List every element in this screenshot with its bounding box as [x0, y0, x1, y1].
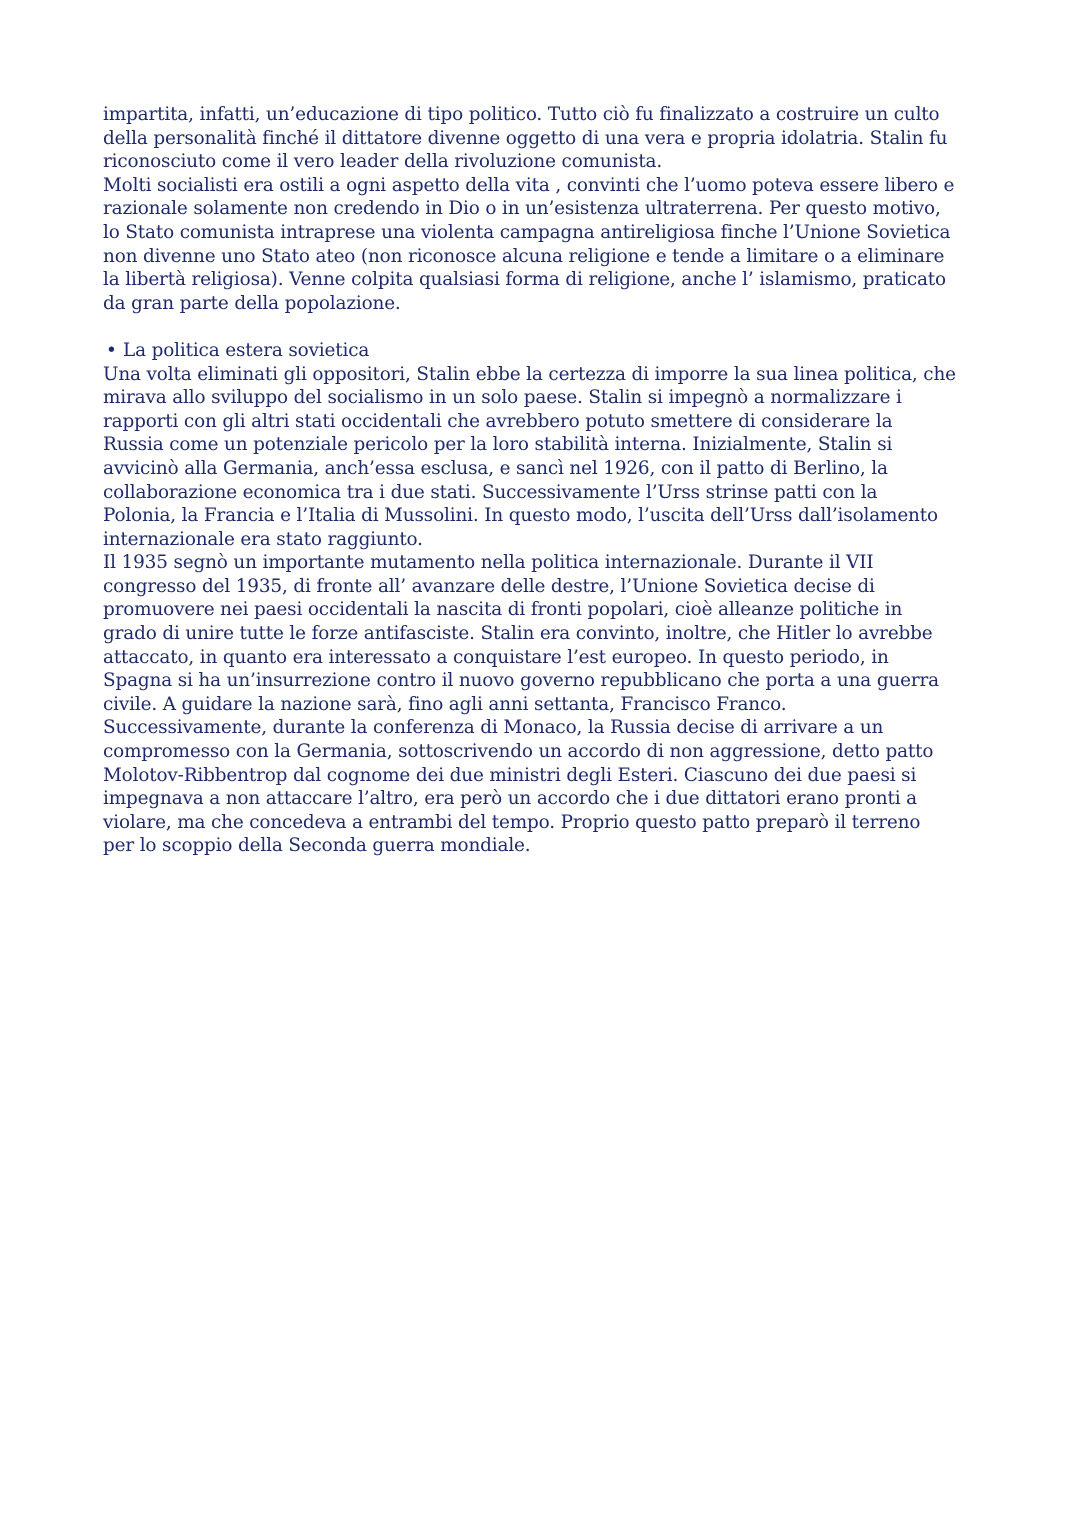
text-line: grado di unire tutte le forze antifasciste. Stalin era convinto, inoltre, che Hitler lo avrebbe: [103, 623, 933, 645]
text-line: per lo scoppio della Seconda guerra mondiale.: [103, 835, 531, 857]
text-line: non divenne uno Stato ateo (non riconosce alcuna religione e tende a limitare o a eliminare: [103, 245, 945, 267]
text-line: Molotov-Ribbentrop dal cognome dei due ministri degli Esteri. Ciascuno dei due paesi si: [103, 764, 917, 786]
text-line: violare, ma che concedeva a entrambi del tempo. Proprio questo patto preparò il terreno: [103, 811, 921, 833]
text-line: Il 1935 segnò un importante mutamento nella politica internazionale. Durante il VII: [103, 552, 874, 574]
text-line: attaccato, in quanto era interessato a conquistare l’est europeo. In questo periodo, in: [103, 646, 889, 668]
text-line: avvicinò alla Germania, anch’essa esclusa, e sancì nel 1926, con il patto di Berlino, la: [103, 457, 888, 479]
paragraph-5: [103, 716, 993, 858]
text-line: internazionale era stato raggiunto.: [103, 528, 423, 550]
paragraph-1: [103, 103, 993, 174]
spacer: [103, 315, 993, 339]
text-line: civile. A guidare la nazione sarà, fino agli anni settanta, Francisco Franco.: [103, 693, 787, 715]
document-body: [103, 103, 993, 858]
text-line: riconosciuto come il vero leader della rivoluzione comunista.: [103, 151, 663, 173]
text-line: impegnava a non attaccare l’altro, era però un accordo che i due dittatori erano pronti a: [103, 788, 917, 810]
text-line: mirava allo sviluppo del socialismo in un solo paese. Stalin si impegnò a normalizzare i: [103, 387, 902, 409]
text-line: Successivamente, durante la conferenza di Monaco, la Russia decise di arrivare a un: [103, 717, 884, 739]
text-line: da gran parte della popolazione.: [103, 292, 401, 314]
text-line: promuovere nei paesi occidentali la nascita di fronti popolari, cioè alleanze politiche in: [103, 599, 903, 621]
text-line: della personalità finché il dittatore divenne oggetto di una vera e propria idolatria. Stalin fu: [103, 127, 948, 149]
section-heading-text: La politica estera sovietica: [123, 339, 370, 361]
text-line: congresso del 1935, di fronte all’ avanzare delle destre, l’Unione Sovietica decise di: [103, 575, 875, 597]
text-line: Russia come un potenziale pericolo per la loro stabilità interna. Inizialmente, Stalin si: [103, 434, 893, 456]
paragraph-2: [103, 174, 993, 316]
text-line: Molti socialisti era ostili a ogni aspetto della vita , convinti che l’uomo poteva essere libero e: [103, 174, 955, 196]
text-line: Spagna si ha un’insurrezione contro il nuovo governo repubblicano che porta a una guerra: [103, 670, 939, 692]
text-line: lo Stato comunista intraprese una violenta campagna antireligiosa finche l’Unione Sovietica: [103, 221, 951, 243]
text-line: rapporti con gli altri stati occidentali che avrebbero potuto smettere di considerare la: [103, 410, 893, 432]
text-line: collaborazione economica tra i due stati. Successivamente l’Urss strinse patti con la: [103, 481, 878, 503]
text-line: razionale solamente non credendo in Dio o in un’esistenza ultraterrena. Per questo motivo,: [103, 198, 941, 220]
text-line: Una volta eliminati gli oppositori, Stalin ebbe la certezza di imporre la sua linea politica, che: [103, 363, 956, 385]
paragraph-3: [103, 363, 993, 552]
text-line: Polonia, la Francia e l’Italia di Mussolini. In questo modo, l’uscita dell’Urss dall’isolamento: [103, 505, 938, 527]
text-line: impartita, infatti, un’educazione di tipo politico. Tutto ciò fu finalizzato a costruire un culto: [103, 104, 940, 125]
paragraph-4: [103, 551, 993, 716]
text-line: compromesso con la Germania, sottoscrivendo un accordo di non aggressione, detto patto: [103, 741, 934, 763]
section-heading: [103, 339, 993, 363]
text-line: la libertà religiosa). Venne colpita qualsiasi forma di religione, anche l’ islamismo, praticato: [103, 269, 946, 291]
bullet-icon: •: [106, 339, 117, 361]
